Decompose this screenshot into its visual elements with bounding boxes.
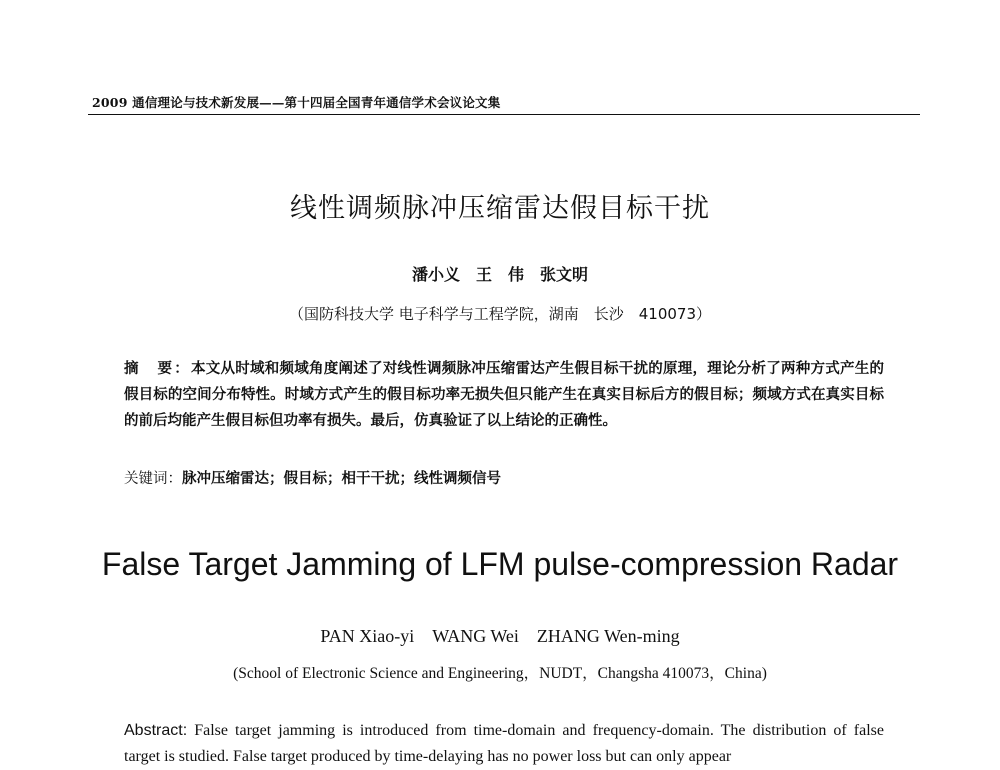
english-abstract (124, 718, 884, 770)
english-title: False Target Jamming of LFM pulse-compression Radar (101, 546, 899, 582)
chinese-authors: 潘小义 王 伟 张文明 (411, 265, 588, 284)
chinese-affiliation: （国防科技大学 电子科学与工程学院，湖南 长沙 410073） (288, 305, 712, 323)
running-head: 2009 通信理论与技术新发展——第十四届全国青年通信学术会议论文集 (92, 95, 501, 110)
english-abstract-text: False target jamming is introduced from time-domain and frequency-domain. The distribution of false target is studied. False target produced by time-delaying has no power loss but can only appear (124, 722, 885, 765)
english-authors: PAN Xiao-yi WANG Wei ZHANG Wen-ming (320, 626, 680, 646)
chinese-keywords-label: 关键词： (124, 471, 182, 487)
chinese-keywords (124, 466, 884, 492)
chinese-abstract-text: 本文从时域和频域角度阐述了对线性调频脉冲压缩雷达产生假目标干扰的原理，理论分析了两种方式产生的假目标的空间分布特性。时域方式产生的假目标功率无损失但只能产生在真实目标后方的假目标；频域方式在真实目标的前后均能产生假目标但功率有损失。最后，仿真验证了以上结论的正确性。 (124, 360, 884, 429)
chinese-keywords-text: 脉冲压缩雷达；假目标；相干干扰；线性调频信号 (182, 470, 501, 487)
english-abstract-label: Abstract: (124, 722, 188, 739)
chinese-abstract-label: 摘 要： (124, 360, 191, 377)
english-affiliation: (School of Electronic Science and Engineering，NUDT，Changsha 410073，China) (233, 665, 767, 682)
header-rule (88, 114, 920, 115)
chinese-title: 线性调频脉冲压缩雷达假目标干扰 (290, 193, 710, 224)
chinese-abstract (124, 356, 884, 434)
